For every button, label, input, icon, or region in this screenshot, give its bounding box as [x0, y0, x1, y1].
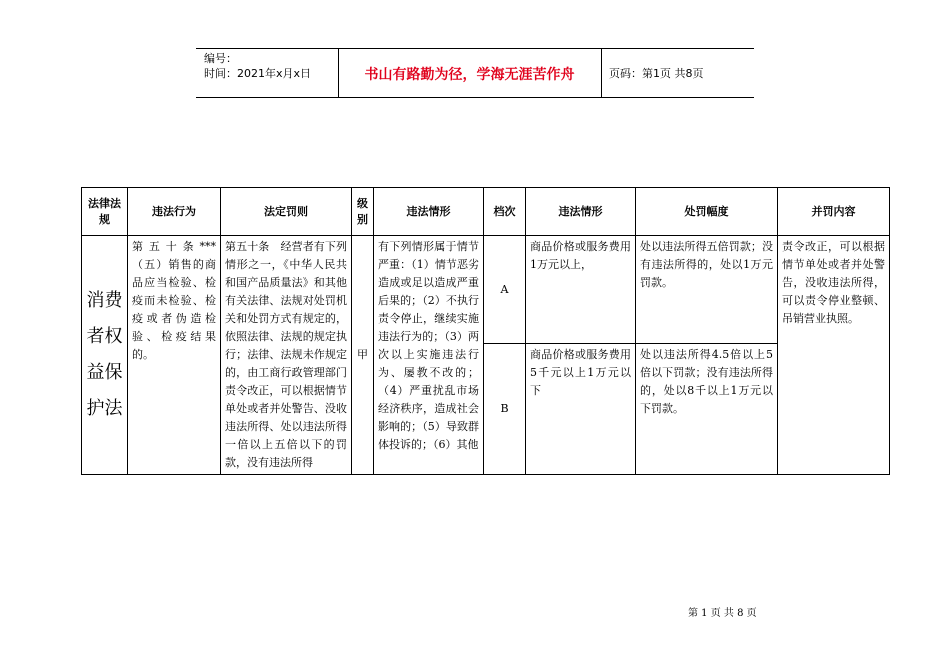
- combined-cell: 责令改正，可以根据情节单处或者并处警告，没收违法所得，可以责令停业整顿、吊销营业执照。: [778, 236, 890, 475]
- level-cell: 甲: [352, 236, 374, 475]
- col-header-violation: 违法行为: [128, 188, 221, 236]
- number-label: 编号：: [204, 52, 237, 65]
- col-header-penalty-rule: 法定罚则: [221, 188, 352, 236]
- col-header-circumstance: 违法情形: [374, 188, 484, 236]
- situation-cell: 商品价格或服务费用1万元以上，: [526, 236, 636, 344]
- header-divider: [601, 49, 602, 97]
- page-header: [196, 48, 754, 98]
- situation-cell: 商品价格或服务费用5千元以上1万元以下: [526, 344, 636, 475]
- violation-cell: 第五十条***（五）销售的商品应当检验、检疫而未检验、检疫或者伪造检验、检疫结果的。: [128, 236, 221, 475]
- col-header-situation: 违法情形: [526, 188, 636, 236]
- col-header-grade: 档次: [484, 188, 526, 236]
- page-label: 页码：第1页 共8页: [609, 67, 704, 80]
- range-cell: 处以违法所得五倍罚款；没有违法所得的，处以1万元罚款。: [636, 236, 778, 344]
- grade-cell: A: [484, 236, 526, 344]
- penalty-table: [81, 187, 890, 475]
- law-cell: 消费者权益保护法: [82, 236, 128, 475]
- page-footer: 第 1 页 共 8 页: [688, 608, 757, 619]
- motto: 书山有路勤为径，学海无涯苦作舟: [364, 67, 575, 83]
- header-row: [82, 188, 890, 236]
- time-label: 时间：2021年x月x日: [204, 67, 312, 80]
- header-meta: [204, 51, 329, 81]
- col-header-combined: 并罚内容: [778, 188, 890, 236]
- table-row: [82, 236, 890, 344]
- circumstance-cell: 有下列情形属于情节严重：（1）情节恶劣造成或足以造成严重后果的；（2）不执行责令停止，继续实施违法行为的；（3）两次以上实施违法行为、屡教不改的；（4）严重扰乱市场经济秩序，造成社会影响的；（5）导致群体投诉的；（6）其他: [374, 236, 484, 475]
- range-cell: 处以违法所得4.5倍以上5倍以下罚款；没有违法所得的，处以8千以上1万元以下罚款。: [636, 344, 778, 475]
- grade-cell: B: [484, 344, 526, 475]
- col-header-level: 级别: [352, 188, 374, 236]
- col-header-range: 处罚幅度: [636, 188, 778, 236]
- penalty-rule-cell: 第五十条 经营者有下列情形之一，《中华人民共和国产品质量法》和其他有关法律、法规对处罚机关和处罚方式有规定的，依照法律、法规的规定执行；法律、法规未作规定的，由工商行政管理部门责令改正，可以根据情节单处或者并处警告、没收违法所得、处以违法所得一倍以上五倍以下的罚款，没有违法所得: [221, 236, 352, 475]
- col-header-law: 法律法规: [82, 188, 128, 236]
